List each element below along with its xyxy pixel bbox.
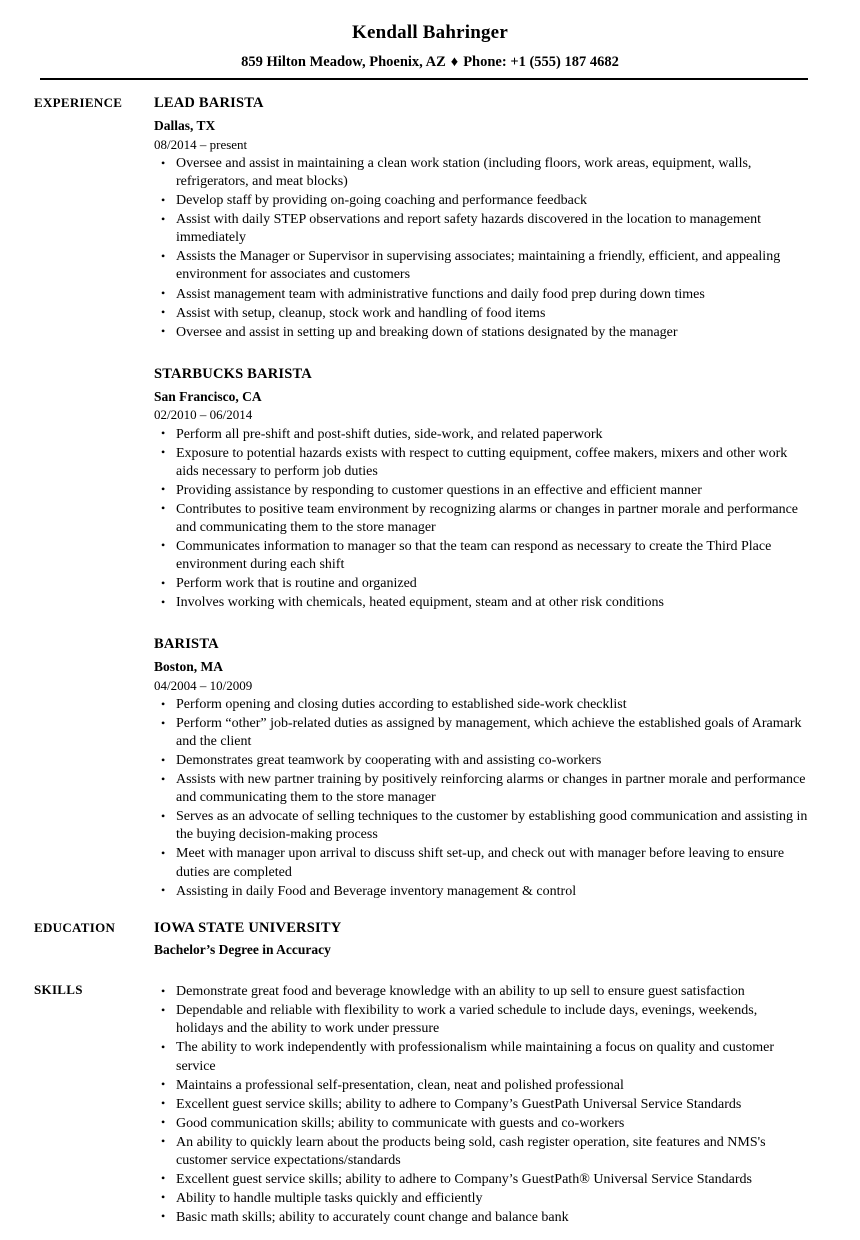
contact-phone: Phone: +1 (555) 187 4682 [463, 53, 619, 70]
list-item: • Assists the Manager or Supervisor in supervising associates; maintaining a friendly, efficient, and appealing environment for associates and customers [154, 248, 808, 284]
resume-header [0, 0, 860, 80]
list-item: • Dependable and reliable with flexibility to work a varied schedule to include days, evenings, weekends, holidays and the ability to work under pressure [154, 1002, 808, 1038]
list-item: • Excellent guest service skills; ability to adhere to Company’s GuestPath® Universal Service Standards [154, 1171, 808, 1189]
education-degree: Bachelor’s Degree in Accuracy [154, 942, 331, 958]
skills-body [154, 981, 860, 1227]
list-item: • Ability to handle multiple tasks quickly and efficiently [154, 1190, 808, 1208]
experience-section [0, 94, 860, 900]
list-item: • Assists with new partner training by positively reinforcing alarms or changes in partner morale and performance and communicating them to the store manager [154, 771, 808, 807]
list-item: • Maintains a professional self-presentation, clean, neat and polished professional [154, 1077, 808, 1095]
list-item: • Assist with setup, cleanup, stock work and handling of food items [154, 305, 808, 323]
list-item: • Assist with daily STEP observations and report safety hazards discovered in the location to management immediately [154, 211, 808, 247]
education-school: IOWA STATE UNIVERSITY [154, 919, 342, 936]
diamond-separator-icon: ♦ [450, 53, 459, 70]
list-item: • Communicates information to manager so that the team can respond as necessary to create the Third Place environment during each shift [154, 538, 808, 574]
job-title: BARISTA [154, 636, 219, 653]
job-dates: 04/2004 – 10/2009 [154, 677, 253, 693]
education-section [0, 919, 860, 960]
list-item: • The ability to work independently with professionalism while maintaining a focus on quality and customer service [154, 1039, 808, 1075]
contact-address: 859 Hilton Meadow, Phoenix, AZ [241, 53, 446, 70]
section-label-experience: EXPERIENCE [34, 95, 123, 111]
job-entry [154, 94, 808, 341]
list-item: • Meet with manager upon arrival to discuss shift set-up, and check out with manager before leaving to ensure duties are completed [154, 845, 808, 881]
list-item: • Assisting in daily Food and Beverage inventory management & control [154, 883, 808, 901]
list-item: • Demonstrates great teamwork by cooperating with and assisting co-workers [154, 752, 808, 770]
candidate-name: Kendall Bahringer [352, 22, 508, 43]
job-entry [154, 365, 808, 612]
list-item: • Oversee and assist in maintaining a clean work station (including floors, work areas, equipment, walls, refrigerators, and meat blocks) [154, 155, 808, 191]
job-location: Boston, MA [154, 658, 224, 674]
list-item: • Demonstrate great food and beverage knowledge with an ability to up sell to ensure guest satisfaction [154, 983, 808, 1001]
job-entry [154, 635, 808, 900]
job-responsibility-list [154, 426, 808, 612]
list-item: • Oversee and assist in setting up and breaking down of stations designated by the manager [154, 324, 808, 342]
job-location: San Francisco, CA [154, 388, 262, 404]
list-item: • Excellent guest service skills; ability to adhere to Company’s GuestPath Universal Service Standards [154, 1096, 808, 1114]
list-item: • Involves working with chemicals, heated equipment, steam and at other risk conditions [154, 594, 808, 612]
section-label-education: EDUCATION [34, 919, 116, 935]
list-item: • Perform opening and closing duties according to established side-work checklist [154, 696, 808, 714]
list-item: • Serves as an advocate of selling techniques to the customer by establishing good communication and assisting in the buying decision-making process [154, 808, 808, 844]
job-dates: 02/2010 – 06/2014 [154, 407, 253, 423]
list-item: • Perform “other” job-related duties as assigned by management, which achieve the established goals of Aramark and the client [154, 715, 808, 751]
experience-body [154, 94, 860, 900]
list-item: • Perform all pre-shift and post-shift duties, side-work, and related paperwork [154, 426, 808, 444]
contact-line [0, 54, 860, 71]
list-item: • Providing assistance by responding to customer questions in an effective and efficient manner [154, 482, 808, 500]
list-item: • Assist management team with administrative functions and daily food prep during down times [154, 286, 808, 304]
header-divider [40, 78, 808, 80]
list-item: • Exposure to potential hazards exists with respect to cutting equipment, coffee makers, mixers and other work aids necessary to perform job duties [154, 445, 808, 481]
job-responsibility-list [154, 155, 808, 341]
list-item: • Perform work that is routine and organized [154, 575, 808, 593]
list-item: • Basic math skills; ability to accurately count change and balance bank [154, 1209, 808, 1227]
job-title: LEAD BARISTA [154, 95, 264, 112]
education-body [154, 919, 860, 960]
job-title: STARBUCKS BARISTA [154, 365, 312, 382]
job-dates: 08/2014 – present [154, 136, 248, 152]
section-label-skills: SKILLS [34, 982, 83, 998]
list-item: • Good communication skills; ability to communicate with guests and co-workers [154, 1115, 808, 1133]
skills-section [0, 981, 860, 1227]
skills-list [154, 983, 808, 1227]
list-item: • Contributes to positive team environment by recognizing alarms or changes in partner morale and performance and communicating them to the store manager [154, 501, 808, 537]
list-item: • An ability to quickly learn about the products being sold, cash register operation, site features and NMS's customer service expectations/standards [154, 1134, 808, 1170]
list-item: • Develop staff by providing on-going coaching and performance feedback [154, 192, 808, 210]
job-responsibility-list [154, 696, 808, 901]
job-location: Dallas, TX [154, 118, 216, 134]
